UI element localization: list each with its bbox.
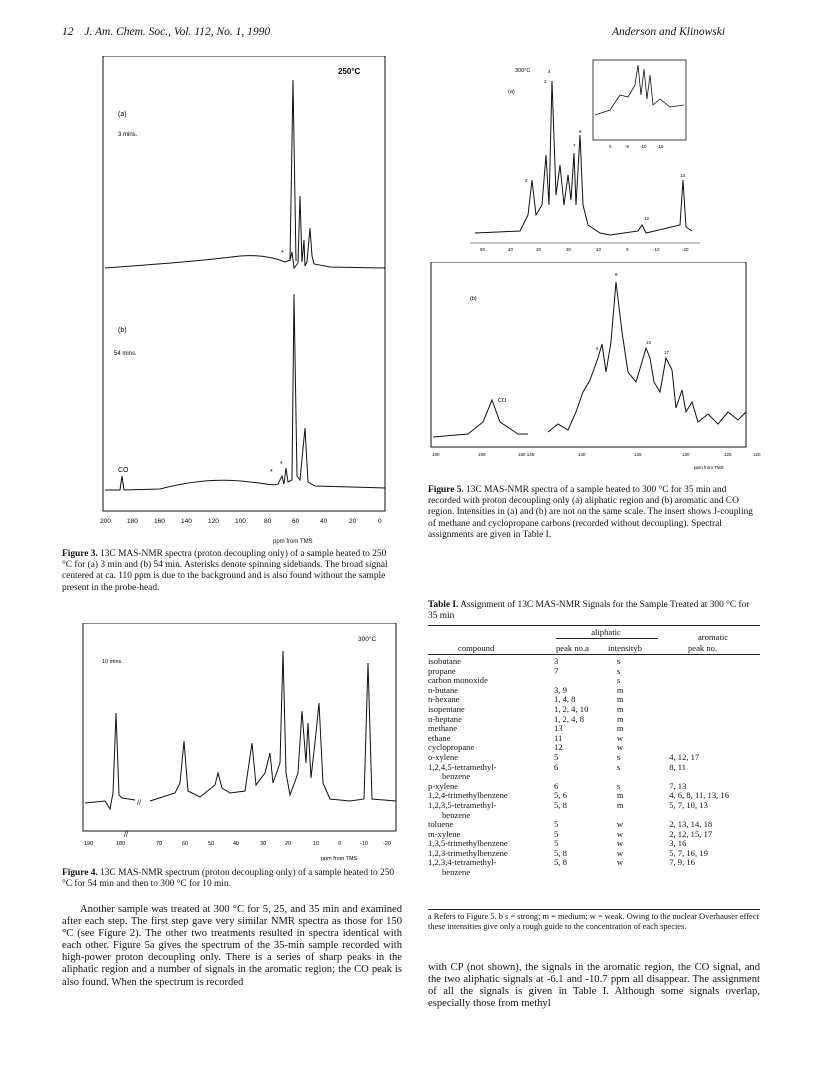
aromatic-cell: 2, 12, 15, 17 <box>669 828 713 839</box>
asterisk-b1: * <box>270 469 273 476</box>
figure-3a-time: 3 mins. <box>118 132 138 138</box>
intensity-cell: w <box>616 732 624 743</box>
table-row <box>428 858 760 868</box>
table-1-title-label: Table I. <box>428 600 459 610</box>
figure-5-caption-text: 13C MAS-NMR spectra of a sample heated to 300 °C for 35 min and recorded with proton decoupling only (a) aliphatic region and (b) aromatic and CO region. Intensities in (a) and (b) are not on the same scale. The insert shows J-coupling of methane and cyclopropane carbons (recorded without decoupling). Spectral assignments are given in Table I. <box>428 485 753 540</box>
inset-tick: -5 <box>625 144 630 149</box>
intensity-cell: m <box>616 790 624 801</box>
peak-cell: 6 <box>553 761 559 772</box>
peak-label: 4 <box>548 69 551 74</box>
table-1-footnote: a Refers to Figure 5. b s = strong; m = medium; w = weak. Owing to the nuclear Overhauser effect these intensities give only a rough guide to the concentration of each species. <box>428 912 759 931</box>
compound-cell: propane <box>428 665 456 676</box>
figure-5b-label: (b) <box>470 296 477 302</box>
peak-label: 12 <box>644 216 650 221</box>
aromatic-cell <box>669 686 760 696</box>
peak-cell: 5 <box>553 828 559 839</box>
intensity-cell: w <box>616 847 624 858</box>
peak-label: 7 <box>573 143 576 148</box>
aromatic-cell: 7, 13 <box>669 780 687 791</box>
compound-cell: cyclopropane <box>428 742 475 753</box>
compound-cell: toluene <box>428 819 454 830</box>
table-row <box>428 868 760 878</box>
x-tick: -10 <box>653 247 660 252</box>
intensity-cell: m <box>616 713 624 724</box>
figure-3-caption-label: Figure 3. <box>62 549 98 559</box>
figure-3-x-axis-label: ppm from TMS <box>273 539 313 545</box>
peak-label: 8 <box>579 129 582 134</box>
x-tick: 10 <box>313 841 320 847</box>
figure-5b <box>428 262 764 477</box>
compound-cell: ethane <box>428 732 451 743</box>
co-label-5b: CO <box>498 398 507 404</box>
x-tick: 180 <box>116 841 126 847</box>
compound-cell: isopentane <box>428 703 465 714</box>
figure-3-temp: 250°C <box>338 67 361 76</box>
peak-cell <box>554 868 611 878</box>
peak-label: 8 <box>615 272 618 277</box>
intensity-header: intensityb <box>608 643 642 653</box>
compound-cell: n-heptane <box>428 713 462 724</box>
compound-cell: n-butane <box>428 684 459 695</box>
table-row <box>428 695 760 705</box>
axis-break-lower: // <box>124 832 128 839</box>
figure-5b-x-axis-label: ppm from TMS <box>694 465 724 470</box>
peak-cell <box>554 772 611 782</box>
aromatic-cell <box>669 724 760 734</box>
peak-no-header: peak no.a <box>556 643 589 653</box>
figure-3b-time: 54 mins. <box>114 351 137 357</box>
x-tick: 30 <box>260 841 267 847</box>
co-label: CO <box>118 467 129 474</box>
aromatic-cell: 4, 6, 8, 11, 13, 16 <box>669 790 730 801</box>
aromatic-cell: 5, 7, 10, 13 <box>669 799 708 810</box>
figure-5-caption-label: Figure 5. <box>428 485 464 495</box>
figure-5a <box>470 55 710 255</box>
figure-3 <box>100 56 390 526</box>
table-1-title <box>428 600 758 622</box>
table-row <box>428 734 760 744</box>
peak-cell: 6 <box>553 780 559 791</box>
figure-4-temp: 300°C <box>358 636 377 643</box>
x-tick: 0 <box>626 247 629 252</box>
x-tick: 130 <box>682 452 690 457</box>
journal-citation: J. Am. Chem. Soc., Vol. 112, No. 1, 1990 <box>84 26 271 38</box>
figure-4-caption-text: 13C MAS-NMR spectrum (proton decoupling only) of a sample heated to 250 °C for 54 min and then to 300 °C for 10 min. <box>62 868 395 890</box>
figure-5a-label: (a) <box>508 89 515 95</box>
intensity-cell: m <box>616 703 624 714</box>
x-tick: 80 <box>264 518 272 525</box>
x-tick: 40 <box>508 247 514 252</box>
intensity-cell: w <box>616 828 624 839</box>
x-tick: 160 <box>154 518 165 525</box>
table-1 <box>428 657 760 878</box>
figure-5-caption <box>428 485 760 541</box>
figure-4-x-axis-label: ppm from TMS <box>321 856 358 862</box>
compound-cell: 1,2,4-trimethylbenzene <box>428 790 508 801</box>
aromatic-cell: 4, 12, 17 <box>669 751 700 762</box>
x-tick: 180 145 <box>518 452 535 457</box>
figure-5b-x-ticks <box>432 452 761 457</box>
peak-label: 13 <box>680 173 686 178</box>
compound-cell: carbon monoxide <box>428 675 488 686</box>
x-tick: 125 <box>724 452 732 457</box>
table-row <box>428 705 760 715</box>
peak-cell: 3, 9 <box>553 684 567 695</box>
asterisk-a: * <box>281 250 284 257</box>
intensity-cell: s <box>616 656 621 666</box>
x-tick: 190 <box>84 841 94 847</box>
intensity-cell: s <box>616 780 621 791</box>
intensity-cell: s <box>616 761 621 772</box>
peak-cell: 12 <box>553 742 563 753</box>
figure-4-caption-label: Figure 4. <box>62 868 98 878</box>
peak-cell <box>554 811 611 821</box>
peak-cell: 5 <box>553 819 559 830</box>
table-row <box>428 715 760 725</box>
intensity-cell: m <box>616 723 624 734</box>
peak-cell: 5, 8 <box>553 857 567 868</box>
table-row <box>428 686 760 696</box>
aromatic-cell <box>669 868 760 878</box>
compound-cell: benzene <box>442 771 471 782</box>
compound-cell: 1,2,4,5-tetramethyl- <box>428 761 497 772</box>
aromatic-cell <box>669 695 760 705</box>
inset-tick: -10 <box>640 144 647 149</box>
x-tick: 50 <box>208 841 215 847</box>
x-tick: 185 <box>478 452 486 457</box>
peak-cell: 3 <box>553 656 559 666</box>
intensity-cell: w <box>616 742 624 753</box>
intensity-cell: w <box>616 819 624 830</box>
intensity-cell <box>611 868 669 878</box>
peak-cell: 1, 4, 8 <box>553 694 576 705</box>
body-text-right: with CP (not shown), the signals in the aromatic region, the CO signal, and the two aliphatic signals at -6.1 and -10.7 ppm all disappear. The assignment of all the signals is given in Table I. Although some signals overlap, especially those from methyl <box>428 962 760 1010</box>
intensity-cell: m <box>616 684 624 695</box>
peak-label: 2 <box>525 178 528 183</box>
peak-cell: 7 <box>553 665 559 676</box>
table-row <box>428 724 760 734</box>
x-tick: 135 <box>634 452 642 457</box>
x-tick: 190 <box>432 452 440 457</box>
figure-5a-temp: 300°C <box>515 68 531 74</box>
x-tick: 20 <box>566 247 572 252</box>
compound-cell: 1,2,3,5-tetramethyl- <box>428 799 497 810</box>
aromatic-cell <box>669 657 760 667</box>
peak-cell: 13 <box>553 723 563 734</box>
table-row <box>428 676 760 686</box>
compound-cell: m-xylene <box>428 828 461 839</box>
table-row <box>428 801 760 811</box>
compound-cell: methane <box>428 723 458 734</box>
aromatic-cell: 5, 7, 16, 19 <box>669 847 708 858</box>
aromatic-header: aromatic <box>697 632 729 642</box>
aromatic-cell <box>669 715 760 725</box>
compound-cell: n-hexane <box>428 694 460 705</box>
figure-4-x-ticks <box>84 841 391 847</box>
authors: Anderson and Klinowski <box>612 26 726 38</box>
compound-cell: p-xylene <box>428 780 459 791</box>
x-tick: 180 <box>127 518 138 525</box>
compound-cell: 1,2,3,4-tetramethyl- <box>428 857 497 868</box>
x-tick: 60 <box>182 841 189 847</box>
intensity-cell: m <box>616 694 624 705</box>
figure-4-caption <box>62 868 402 890</box>
x-tick: 20 <box>349 518 357 525</box>
figure-3b-label: (b) <box>118 327 127 334</box>
table-row <box>428 743 760 753</box>
aromatic-cell: 8, 11 <box>669 761 687 772</box>
x-tick: 40 <box>233 841 240 847</box>
x-tick: 140 <box>578 452 586 457</box>
intensity-cell: w <box>616 857 624 868</box>
peak-label: 3 <box>544 79 547 84</box>
table-row <box>428 657 760 667</box>
aromatic-cell: 7, 9, 16 <box>669 857 695 868</box>
x-tick: -10 <box>360 841 368 847</box>
x-tick: 30 <box>536 247 542 252</box>
x-tick: -20 <box>682 247 689 252</box>
inset-tick: 0 <box>609 144 612 149</box>
inset-tick: -15 <box>657 144 664 149</box>
x-tick: -20 <box>383 841 391 847</box>
x-tick: 0 <box>378 518 382 525</box>
x-tick: 200 <box>100 518 111 525</box>
intensity-cell: m <box>616 799 624 810</box>
peak-label: 13 <box>646 340 652 345</box>
aromatic-cell <box>669 705 760 715</box>
compound-cell: 1,2,3-trimethylbenzene <box>428 847 508 858</box>
x-tick: 60 <box>292 518 300 525</box>
peak-cell: 5 <box>553 838 559 849</box>
peak-cell: 5, 8 <box>553 847 567 858</box>
peak-cell: 11 <box>553 732 563 743</box>
figure-3-caption <box>62 549 392 594</box>
figure-5a-x-ticks <box>480 247 689 252</box>
aromatic-peak-header: peak no. <box>688 643 718 653</box>
asterisk-b2: * <box>280 461 283 468</box>
intensity-cell: s <box>616 675 621 686</box>
table-row <box>428 763 760 773</box>
figure-3-x-ticks <box>100 518 382 525</box>
peak-cell: 5, 8 <box>553 799 567 810</box>
running-header <box>62 26 270 38</box>
x-tick: 10 <box>596 247 602 252</box>
x-tick: 140 <box>181 518 192 525</box>
compound-cell: benzene <box>442 867 471 878</box>
table-1-title-text: Assignment of 13C MAS-NMR Signals for the Sample Treated at 300 °C for 35 min <box>428 600 750 622</box>
figure-3a-label: (a) <box>118 111 127 118</box>
x-tick: 100 <box>235 518 246 525</box>
axis-break: // <box>137 800 141 807</box>
x-tick: 120 <box>208 518 219 525</box>
x-tick: 120 <box>753 452 761 457</box>
intensity-cell: w <box>616 838 624 849</box>
peak-label: 17 <box>664 350 670 355</box>
compound-cell: 1,3,5-trimethylbenzene <box>428 838 508 849</box>
peak-cell: 5, 6 <box>553 790 567 801</box>
aliphatic-header: aliphatic <box>591 627 621 637</box>
body-text-left: Another sample was treated at 300 °C for 5, 25, and 35 min and examined after each step. The first step gave very similar NMR spectra as those for 150 °C (see Figure 2). The other two treatments resulted in spectra identical with each other. Figure 5a gives the spectrum of the 35-min sample recorded with high-power proton decoupling only. There is a series of sharp peaks in the aliphatic region and a number of signals in the aromatic region; the CO peak is also found. When the spectrum is recorded <box>62 904 402 988</box>
compound-header: compound <box>458 643 495 653</box>
peak-cell: 5 <box>553 751 559 762</box>
compound-cell: o-xylene <box>428 751 459 762</box>
figure-4-time: 10 mins. <box>102 659 123 665</box>
peak-cell: 1, 2, 4, 8 <box>553 713 585 724</box>
x-tick: 0 <box>338 841 342 847</box>
aromatic-cell <box>669 667 760 677</box>
peak-cell: 1, 2, 4, 10 <box>553 703 589 714</box>
aromatic-cell <box>669 734 760 744</box>
figure-4 <box>80 623 400 873</box>
table-row <box>428 772 760 782</box>
x-tick: 40 <box>320 518 328 525</box>
x-tick: 50 <box>480 247 486 252</box>
x-tick: 20 <box>285 841 292 847</box>
compound-cell: benzene <box>442 809 471 820</box>
compound-cell: isobutane <box>428 656 461 666</box>
page-number: 12 <box>62 26 74 38</box>
aromatic-cell <box>669 676 760 686</box>
intensity-cell: s <box>616 751 621 762</box>
aromatic-cell: 3, 16 <box>669 838 687 849</box>
x-tick: 70 <box>156 841 163 847</box>
intensity-cell: s <box>616 665 621 676</box>
peak-label: 6 <box>596 346 599 351</box>
figure-3-caption-text: 13C MAS-NMR spectra (proton decoupling only) of a sample heated to 250 °C for (a) 3 min and (b) 54 min. Asterisks denote spinning sidebands. The broad signal centered at ca. 110 ppm is due to the background and is also found without the sample present in the probe-head. <box>62 549 388 593</box>
aromatic-cell: 2, 13, 14, 18 <box>669 819 713 830</box>
